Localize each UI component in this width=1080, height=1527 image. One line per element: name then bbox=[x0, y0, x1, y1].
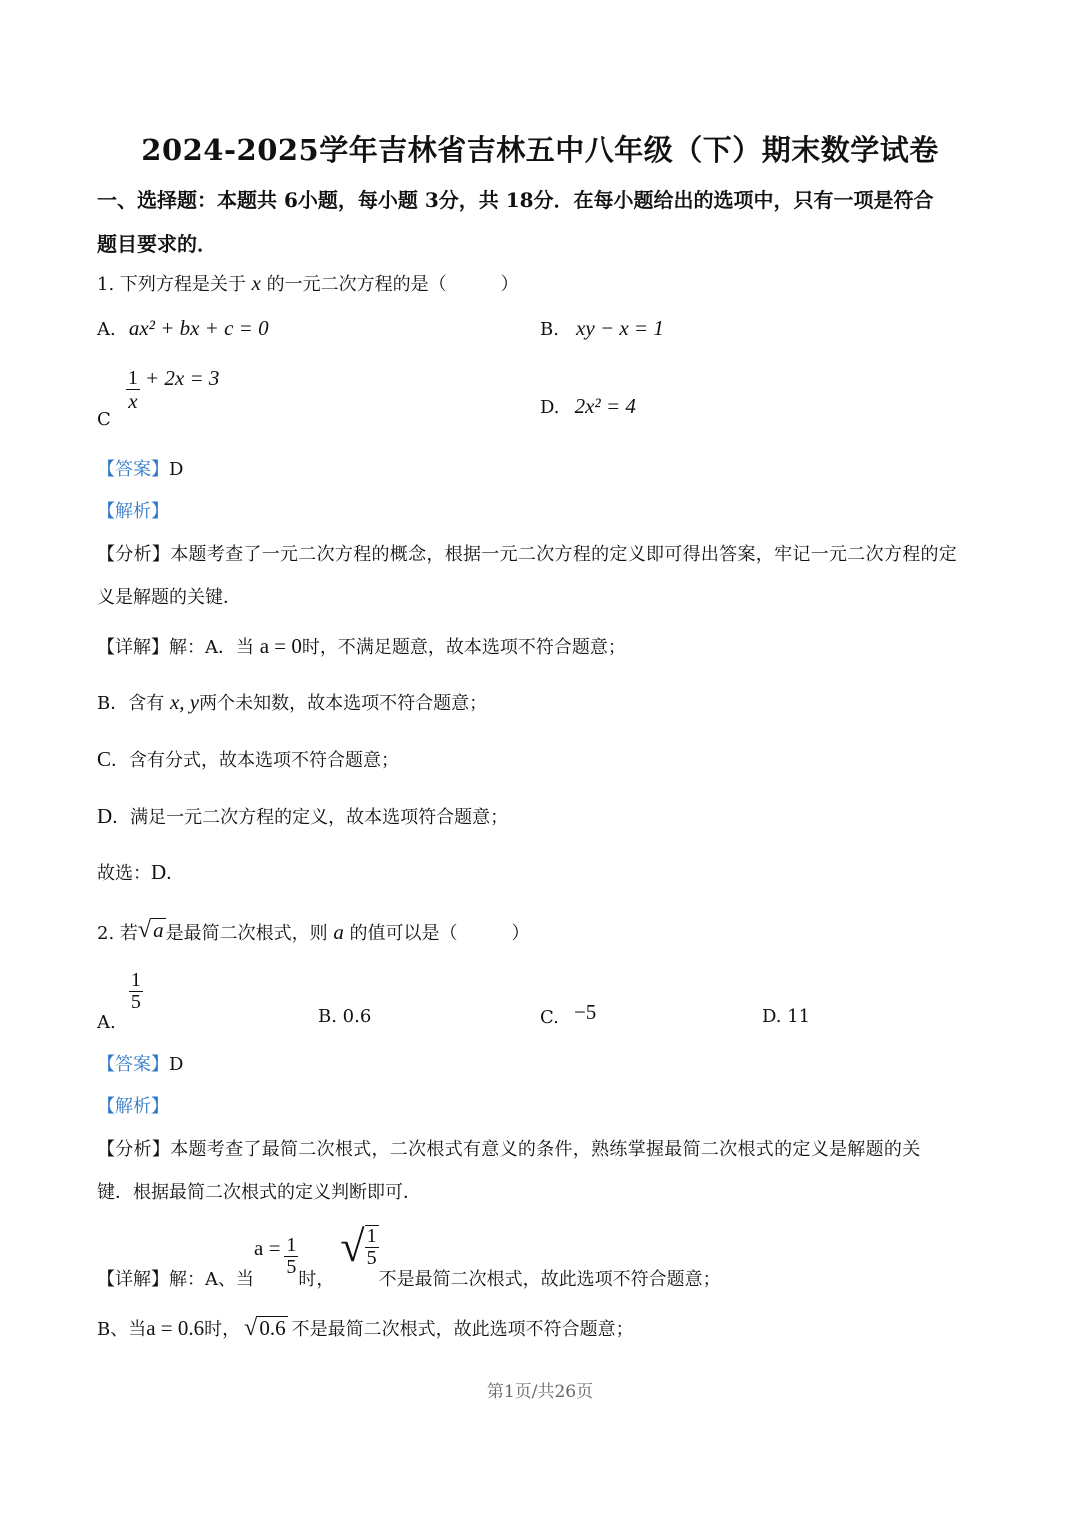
q1-detail-d: D．满足一元二次方程的定义，故本选项符合题意； bbox=[97, 804, 509, 828]
page-footer: 第1页/共26页 bbox=[486, 1382, 594, 1402]
fraction: $\frac{1}{x}$ bbox=[127, 367, 138, 414]
q2-option-b[interactable]: B. 0.6 bbox=[318, 1006, 372, 1027]
q1-option-c[interactable] bbox=[97, 366, 219, 430]
q2-analysis-tag: 【解析】 bbox=[97, 1096, 169, 1117]
q1-choose: 故选：D． bbox=[97, 860, 185, 884]
q1-answer: 【答案】D bbox=[97, 459, 184, 480]
q1-fenxi-line2: 义是解题的关键． bbox=[97, 587, 241, 608]
q2-answer: 【答案】D bbox=[97, 1054, 184, 1075]
q1-detail-a: 【详解】解：A．当 a = 0时，不满足题意，故本选项不符合题意； bbox=[97, 634, 626, 658]
q2-fenxi-line1: 【分析】本题考查了最简二次根式，二次根式有意义的条件，熟练掌握最简二次根式的定义是解题的关 bbox=[97, 1139, 921, 1160]
option-math: −5 bbox=[573, 1000, 597, 1024]
section-heading-line1: 一、选择题：本题共 6小题，每小题 3分，共 18分．在每小题给出的选项中，只有一项是符合 bbox=[97, 188, 934, 212]
option-label: C. bbox=[540, 1007, 559, 1028]
q1-analysis-tag: 【解析】 bbox=[97, 501, 169, 522]
q2-stem: 2. 若 √ a 是最简二次根式，则 a 的值可以是（ ） bbox=[97, 917, 530, 944]
sqrt: √ $\frac{1}{5}$ bbox=[340, 1222, 377, 1271]
q1-stem: 1. 下列方程是关于 x 的一元二次方程的是（ ） bbox=[97, 271, 519, 295]
fraction: $\frac{1}{5}$ bbox=[286, 1233, 297, 1278]
option-label: D. bbox=[540, 397, 560, 418]
option-label: A. bbox=[97, 319, 116, 340]
q1-fenxi-line1: 【分析】本题考查了一元二次方程的概念，根据一元二次方程的定义即可得出答案，牢记一元二次方程的定 bbox=[97, 544, 958, 565]
q1-detail-b: B．含有 x, y两个未知数，故本选项不符合题意； bbox=[97, 690, 488, 714]
q1-detail-c: C．含有分式，故本选项不符合题意； bbox=[97, 747, 400, 771]
q2-option-d[interactable]: D. 11 bbox=[762, 1006, 811, 1027]
sqrt: √ 0.6 bbox=[244, 1315, 286, 1341]
q1-option-b[interactable] bbox=[540, 316, 664, 341]
option-label: B. bbox=[540, 319, 559, 340]
option-label: C bbox=[97, 409, 111, 430]
q1-option-a[interactable] bbox=[97, 316, 269, 341]
option-math: + 2x = 3 bbox=[144, 366, 220, 390]
option-math: ax² + bx + c = 0 bbox=[128, 316, 269, 340]
fraction: $\frac{1}{5}$ bbox=[130, 969, 141, 1013]
q1-option-d[interactable] bbox=[540, 394, 636, 419]
page-title: 2024-2025学年吉林省吉林五中八年级（下）期末数学试卷 bbox=[141, 133, 939, 167]
q2-detail-a: 【详解】解：A、当a = $\frac{1}{5}$ 时， √ $\frac{1}{5}$ 不是最简二次根式，故此选项不符合题意； bbox=[97, 1222, 721, 1290]
sqrt: √ a bbox=[137, 917, 164, 943]
q2-fenxi-line2: 键．根据最简二次根式的定义判断即可． bbox=[97, 1182, 421, 1203]
q2-option-a[interactable] bbox=[97, 970, 143, 1033]
option-label: A. bbox=[97, 1012, 116, 1033]
option-math: 2x² = 4 bbox=[574, 394, 636, 418]
q2-option-c[interactable] bbox=[540, 1000, 596, 1028]
section-heading-line2: 题目要求的． bbox=[97, 232, 217, 256]
option-math: xy − x = 1 bbox=[576, 316, 664, 340]
q2-detail-b: B、当a = 0.6时， √ 0.6 不是最简二次根式，故此选项不符合题意； bbox=[97, 1315, 634, 1341]
